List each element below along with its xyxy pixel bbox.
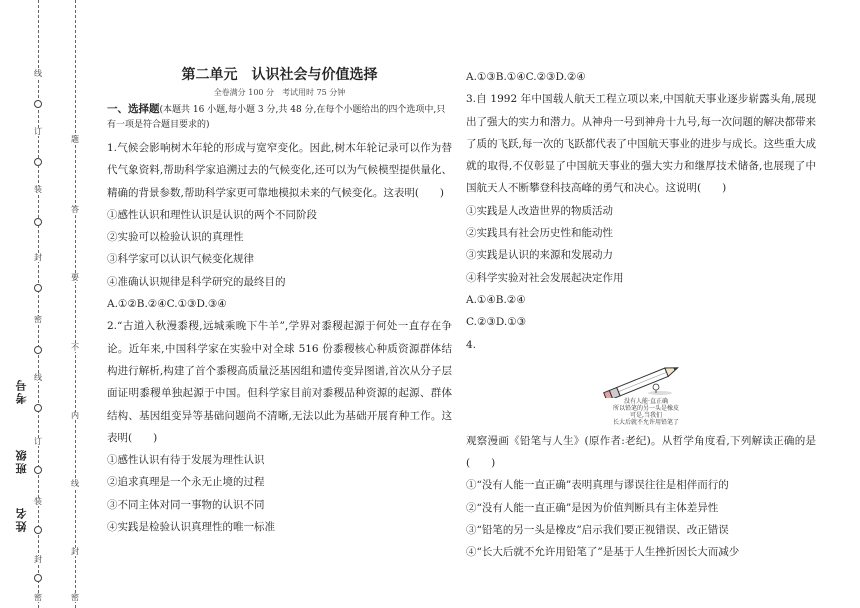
question-3-item: ①实践是人改造世界的物质活动 (466, 204, 613, 217)
binding-hole (34, 158, 42, 166)
binding-char: 线 (34, 69, 42, 78)
question-1-item: ③科学家可以认识气候变化规律 (107, 253, 254, 266)
binding-char: 线 (71, 479, 79, 488)
binding-char: 订 (34, 127, 42, 136)
binding-hole (34, 346, 42, 354)
binding-hole (34, 404, 42, 412)
binding-hole (34, 526, 42, 534)
section-heading (107, 102, 452, 133)
option-c: C.①③ (166, 298, 197, 311)
binding-char: 内 (71, 411, 79, 420)
question-1-item: ④准确认识规律是科学研究的最终目的 (107, 275, 286, 288)
kaohao-label: 考号 (15, 378, 28, 404)
section-note: (本题共 16 小题,每小题 3 分,共 48 分,在每个小题给出的四个选项中,只有一项是符合题目要求的) (107, 105, 446, 130)
question-2-options (466, 66, 816, 88)
binding-char: 密 (34, 593, 42, 602)
question-3-item: ④科学实验对社会发展起决定作用 (466, 271, 624, 284)
option-d: D.②④ (555, 71, 586, 83)
question-4-item: ②“没有人能一直正确”是因为价值判断具有主体差异性 (466, 501, 719, 514)
binding-char: 封 (34, 555, 42, 564)
binding-char: 要 (71, 273, 79, 282)
binding-hole (34, 218, 42, 226)
binding-char: 装 (34, 497, 42, 506)
xingming-label: 姓名 (15, 506, 28, 532)
cartoon-caption-line: 可是,当我们 (630, 411, 662, 419)
binding-line-outer (38, 0, 39, 608)
option-d: D.③④ (196, 298, 227, 311)
option-b: B.②④ (495, 293, 526, 306)
question-3-item: ②实践具有社会历史性和能动性 (466, 227, 613, 240)
cartoon-caption-line: 所以铅笔的另一头是橡皮 (612, 404, 679, 412)
binding-char: 题 (71, 135, 79, 144)
pencil-cartoon (586, 362, 706, 430)
page-subtitle: 全卷满分 100 分 考试用时 75 分钟 (213, 88, 346, 97)
binding-char: 封 (34, 253, 42, 262)
binding-hole (34, 574, 42, 582)
question-1-stem: 1.气候会影响树木年轮的形成与宽窄变化。因此,树木年轮记录可以作为替代气象资料,帮助科学家追溯过去的气候变化,还可以为气候模型提供量化、精确的背景参数,帮助科学家更可靠地模拟未来的气候变化。这表明( ) (107, 142, 452, 199)
binding-line-inner (75, 0, 76, 608)
question-1-options (107, 293, 452, 315)
question-4-item: ①“没有人能一直正确”表明真理与谬误往往是相伴而行的 (466, 479, 729, 492)
option-a: A.①② (107, 298, 137, 311)
binding-hole (34, 466, 42, 474)
option-d: D.①③ (495, 316, 527, 329)
cartoon-caption-line: 没有人能·直正确 (624, 397, 668, 405)
binding-char: 线 (34, 373, 42, 382)
question-3-stem: 3.自 1992 年中国载人航天工程立项以来,中国航天事业逐步崭露头角,展现出了强大的实力和潜力。从神舟一号到神舟十九号,每一次问题的解决都带来了质的飞跃,每一次的飞跃都代表了中国航天事业的进步与成长。这些重大成就的取得,不仅彰显了中国航天事业的强大实力和继厚技术储备,也展现了中国航天人不断攀登科技高峰的勇气和决心。这说明( ) (466, 93, 816, 195)
cartoon-caption-line: 长大后就不允许用铅笔了 (612, 418, 679, 426)
question-4-item: ③“铅笔的另一头是橡皮”启示我们要正视错误、改正错误 (466, 524, 729, 537)
binding-char: 密 (34, 315, 42, 324)
question-2-item: ④实践是检验认识真理性的唯一标准 (107, 521, 275, 534)
option-b: B.①④ (495, 71, 526, 83)
binding-char: 订 (34, 437, 42, 446)
option-c: C.②③ (466, 316, 496, 329)
question-3-options-row (466, 311, 816, 333)
question-1-item: ①感性认识和理性认识是认识的两个不同阶段 (107, 208, 317, 221)
question-2-item: ②追求真理是一个永无止境的过程 (107, 476, 265, 489)
question-4-number: 4. (466, 338, 477, 351)
question-4-stem: 观察漫画《铅笔与人生》(原作者:老纪)。从哲学角度看,下列解读正确的是( ) (466, 434, 816, 470)
binding-hole (34, 100, 42, 108)
right-column (466, 66, 816, 564)
binding-char: 密 (71, 593, 79, 602)
page-title: 第二单元 认识社会与价值选择 (181, 67, 378, 83)
pencil-cartoon-drawing (586, 362, 706, 398)
binding-char: 不 (71, 343, 79, 352)
binding-char: 装 (34, 185, 42, 194)
question-3-item: ③实践是认识的来源和发展动力 (466, 249, 613, 262)
question-2-stem: 2.“古道入秋漫黍稷,远城乘晚下牛羊”,学界对黍稷起源于何处一直存在争论。近年来,中国科学家在实验中对全球 516 份黍稷核心种质资源群体结构进行解析,构建了首个黍稷高质量泛基因组和遗传变异图谱,首次从分子层面证明黍稷单独起源于中国。但科学家目前对黍稷品种资源的起源、群体结构、基因组变异等基础问题尚不清晰,无法以此为基础开展育种工作。这表明( ) (107, 320, 452, 444)
binding-hole (34, 284, 42, 292)
banji-label: 班级 (15, 448, 28, 474)
left-column (107, 66, 452, 538)
binding-char: 封 (71, 547, 79, 556)
option-c: C.②③ (525, 71, 556, 83)
question-3-options-row (466, 289, 816, 311)
question-2-item: ①感性认识有待于发展为理性认识 (107, 454, 265, 467)
option-b: B.②④ (136, 298, 167, 311)
question-1-item: ②实验可以检验认识的真理性 (107, 231, 244, 244)
question-4-item: ④“长大后就不允许用铅笔了”是基于人生挫折因长大而减少 (466, 546, 740, 559)
option-a: A.①③ (466, 71, 496, 83)
section-label: 一、选择题 (107, 103, 160, 115)
binding-char: 答 (71, 205, 79, 214)
option-a: A.①④ (466, 293, 496, 306)
question-2-item: ③不同主体对同一事物的认识不同 (107, 498, 265, 511)
